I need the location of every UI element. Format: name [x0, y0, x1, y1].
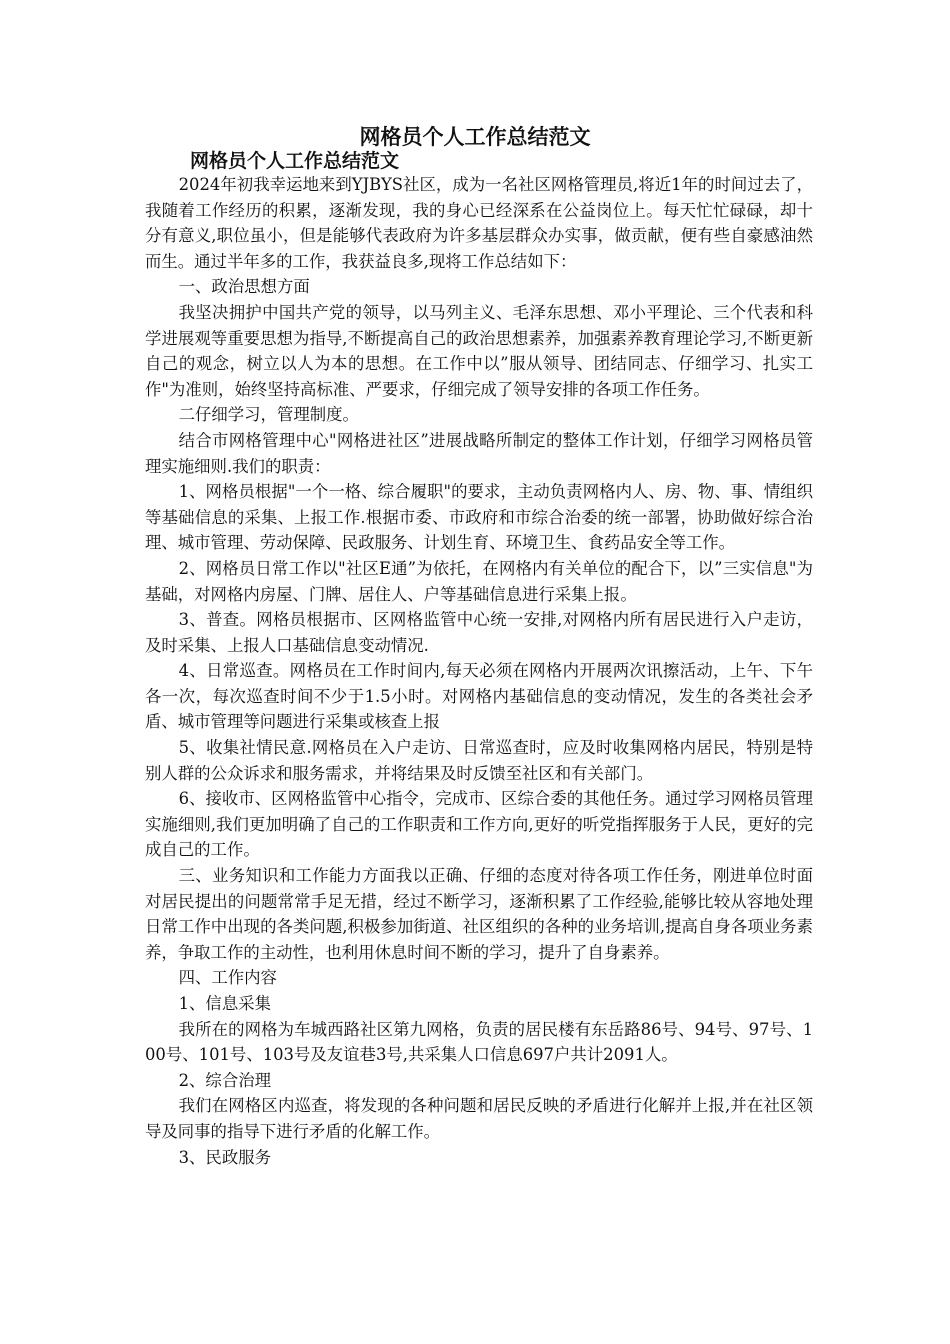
- document-body: [145, 172, 813, 1170]
- subheading-civil-affairs: 3、民政服务: [178, 1147, 271, 1167]
- duty-item-5: 5、收集社情民意.网格员在入户走访、日常巡查时，应及时收集网格内居民，特别是特别人群的公众诉求和服务需求，并将结果及时反馈至社区和有关部门。: [145, 738, 813, 783]
- document-title: 网格员个人工作总结范文: [359, 124, 591, 149]
- document-subtitle: 网格员个人工作总结范文: [190, 150, 400, 172]
- subheading-info-collection: 1、信息采集: [178, 994, 271, 1013]
- duty-item-2: 2、网格员日常工作以"社区E通”为依托，在网格内有关单位的配合下，以”三实信息"为基础，对网格内房屋、门牌、居住人、户等基础信息进行采集上报。: [145, 558, 813, 604]
- paragraph-business-skills: 三、业务知识和工作能力方面我以正确、仔细的态度对待各项工作任务，刚进单位时面对居民提出的问题常常手足无措，经过不断学习，逐渐积累了工作经验,能够比较从容地处理日常工作中出现的各类问题,积极参加街道、社区组织的各种的业务培训,提高自身各项业务素养，争取工作的主动性，也利用休息时间不断的学习，提升了自身素养。: [145, 866, 813, 962]
- paragraph-political-thought: 我坚决拥护中国共产党的领导，以马列主义、毛泽东思想、邓小平理论、三个代表和科学进展观等重要思想为指导,不断提高自己的政治思想素养，加强素养教育理论学习,不断更新自己的观念，树立以人为本的思想。在工作中以”服从领导、团结同志、仔细学习、扎实工作"为准则，始终坚持高标准、严要求，仔细完成了领导安排的各项工作任务。: [145, 302, 813, 399]
- paragraph-comprehensive-governance: 我们在网格区内巡查，将发现的各种问题和居民反映的矛盾进行化解并上报,并在社区领导及同事的指导下进行矛盾的化解工作。: [145, 1096, 813, 1141]
- heading-work-content: 四、工作内容: [178, 968, 277, 988]
- duty-item-1: 1、网格员根据"一个一格、综合履职"的要求，主动负责网格内人、房、物、事、情组织等基础信息的采集、上报工作.根据市委、市政府和市综合治委的统一部署，协助做好综合治理、城市管理、劳动保障、民政服务、计划生育、环境卫生、食药品安全等工作。: [145, 482, 813, 553]
- paragraph-study-management: 结合市网格管理中心"网格进社区”进展战略所制定的整体工作计划，仔细学习网格员管理实施细则.我们的职责：: [145, 430, 813, 476]
- heading-study-management: 二仔细学习，管理制度。: [178, 405, 359, 425]
- duty-item-4: 4、日常巡查。网格员在工作时间内,每天必须在网格内开展两次讯擦活动，上午、下午各一次，每次巡查时间不少于1.5小时。对网格内基础信息的变动情况，发生的各类社会矛盾、城市管理等问题进行采集或核查上报: [145, 661, 813, 732]
- paragraph-intro: 2024年初我幸运地来到YJBYS社区，成为一名社区网格管理员,将近1年的时间过去了，我随着工作经历的积累，逐渐发现，我的身心已经深系在公益岗位上。每天忙忙碌碌，却十分有意义,职位虽小，但是能够代表政府为许多基层群众办实事，做贡献，便有些自豪感油然而生。通过半年多的工作，我获益良多,现将工作总结如下：: [145, 175, 813, 271]
- paragraph-info-collection: 我所在的网格为车城西路社区第九网格，负责的居民楼有东岳路86号、94号、97号、100号、101号、103号及友谊巷3号,共采集人口信息697户共计2091人。: [145, 1019, 813, 1065]
- subheading-comprehensive-governance: 2、综合治理: [178, 1070, 271, 1090]
- heading-political-thought: 一、政治思想方面: [178, 277, 310, 297]
- duty-item-3: 3、普查。网格员根据市、区网格监管中心统一安排,对网格内所有居民进行入户走访，及时采集、上报人口基础信息变动情况.: [145, 610, 813, 655]
- duty-item-6: 6、接收市、区网格监管中心指令，完成市、区综合委的其他任务。通过学习网格员管理实施细则,我们更加明确了自己的工作职责和工作方向,更好的听党指挥服务于人民，更好的完成自己的工作。: [145, 789, 813, 860]
